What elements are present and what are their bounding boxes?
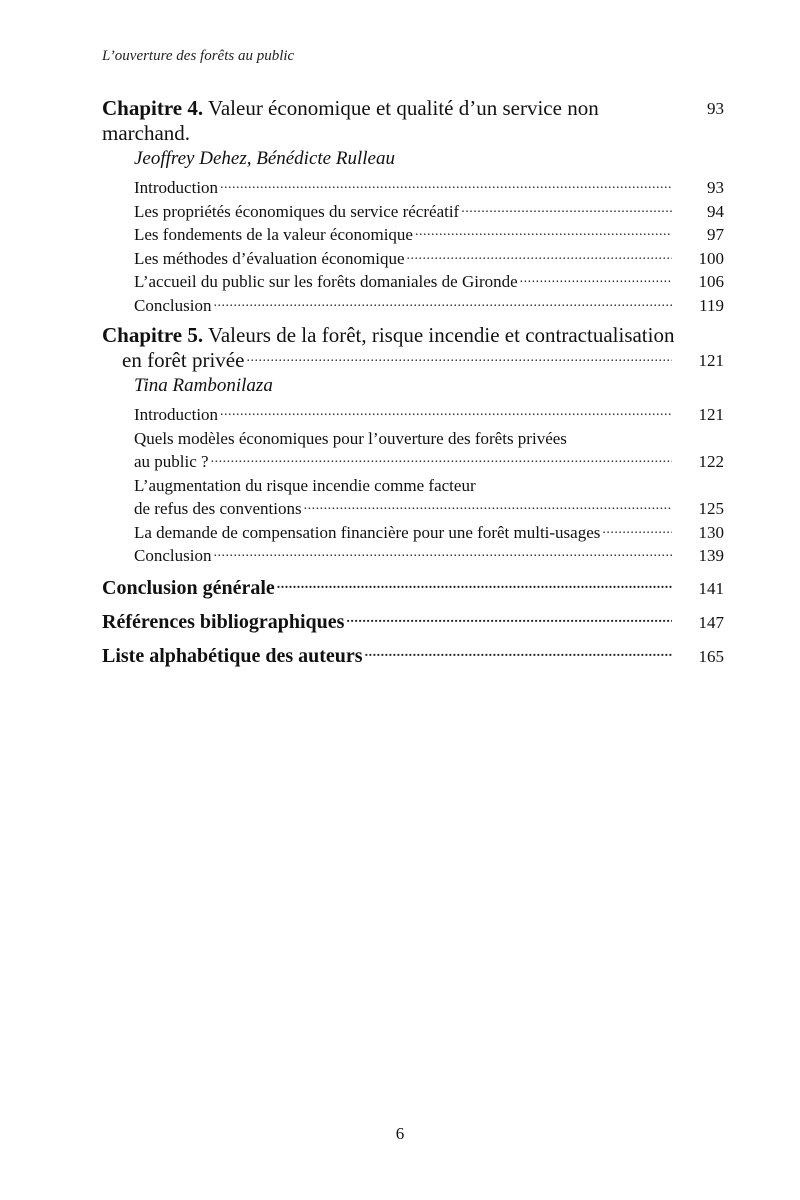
- toc-major-entry[interactable]: [102, 644, 724, 669]
- running-head: L’ouverture des forêts au public: [102, 48, 295, 64]
- dot-leader: [220, 400, 672, 424]
- toc-entry-title: Introduction: [134, 178, 219, 197]
- toc-entry-title: Introduction: [134, 405, 219, 424]
- toc-entry-page: 125: [698, 499, 724, 518]
- chapter-5-label: Chapitre 5.: [102, 323, 204, 347]
- toc-entry-title-line2: de refus des conventions: [134, 499, 302, 518]
- toc-entry-page: 121: [698, 405, 724, 424]
- toc-entry-title-line1[interactable]: L’augmentation du risque incendie comme facteur: [134, 475, 476, 495]
- chapter-4-page: 93: [707, 99, 724, 118]
- chapter-5: [102, 323, 724, 568]
- toc-entry-title: Les fondements de la valeur économique: [134, 225, 413, 244]
- toc-major-title: Conclusion générale: [102, 576, 275, 599]
- dot-leader: [304, 494, 672, 518]
- toc-entry-title: Conclusion: [134, 546, 212, 565]
- toc-entry-title: Les méthodes d’évaluation économique: [134, 248, 405, 268]
- dot-leader: [407, 244, 673, 268]
- toc-entry-page: 119: [699, 295, 724, 315]
- chapter-5-page: 121: [698, 351, 724, 370]
- toc-entry-title-line2: au public ?: [134, 452, 209, 471]
- page-number: 6: [395, 1124, 405, 1143]
- toc-entry-page: 97: [707, 225, 724, 244]
- dot-leader: [461, 197, 672, 221]
- toc-entry[interactable]: [102, 294, 724, 318]
- toc-major-entry[interactable]: [102, 610, 724, 635]
- dot-leader: [365, 640, 672, 665]
- dot-leader: [520, 267, 672, 291]
- dot-leader: [220, 173, 672, 197]
- dot-leader: [277, 572, 672, 597]
- toc-major-title: Liste alphabétique des auteurs: [102, 644, 363, 667]
- table-of-contents: [102, 96, 724, 669]
- toc-entry-page: 130: [698, 522, 724, 542]
- dot-leader: [346, 606, 672, 631]
- chapter-5-title-line1: Valeurs de la forêt, risque incendie et contractualisation: [208, 323, 675, 347]
- chapter-4: [102, 96, 724, 317]
- toc-major-page: 165: [698, 646, 724, 666]
- toc-entry-title: La demande de compensation financière pour une forêt multi-usages: [134, 522, 601, 542]
- toc-entry-title: Conclusion: [134, 295, 212, 315]
- toc-entry-title: Les propriétés économiques du service récréatif: [134, 201, 460, 221]
- chapter-4-title: Valeur économique et qualité d’un service non marchand.: [102, 96, 599, 145]
- chapter-5-title-line2: en forêt privée: [122, 348, 245, 372]
- dot-leader: [211, 447, 672, 471]
- dot-leader: [246, 345, 672, 370]
- toc-major-entry[interactable]: [102, 576, 724, 601]
- toc-entry[interactable]: [102, 450, 724, 474]
- chapter-5-heading-cont[interactable]: [102, 348, 724, 373]
- toc-entry[interactable]: [102, 544, 724, 568]
- toc-entry-page: 139: [698, 546, 724, 565]
- chapter-4-heading[interactable]: [102, 96, 724, 146]
- chapter-5-authors: Tina Rambonilaza: [134, 375, 273, 396]
- toc-major-page: 147: [698, 612, 724, 632]
- toc-entry-page: 93: [707, 178, 724, 197]
- chapter-4-authors: Jeoffrey Dehez, Bénédicte Rulleau: [134, 148, 395, 169]
- dot-leader: [602, 518, 672, 542]
- chapter-4-label: Chapitre 4.: [102, 96, 204, 120]
- toc-entry-page: 122: [698, 452, 724, 471]
- dot-leader: [415, 220, 672, 244]
- dot-leader: [213, 541, 672, 565]
- toc-entry-page: 100: [698, 248, 724, 268]
- toc-entry[interactable]: [102, 403, 724, 427]
- toc-major-page: 141: [698, 578, 724, 598]
- toc-entry-title: L’accueil du public sur les forêts domaniales de Gironde: [134, 272, 518, 291]
- toc-entry-page: 94: [707, 201, 724, 221]
- toc-major-title: Références bibliographiques: [102, 610, 345, 633]
- dot-leader: [213, 291, 672, 315]
- toc-entry-title-line1[interactable]: Quels modèles économiques pour l’ouverture des forêts privées: [134, 428, 567, 448]
- toc-entry-page: 106: [698, 272, 724, 291]
